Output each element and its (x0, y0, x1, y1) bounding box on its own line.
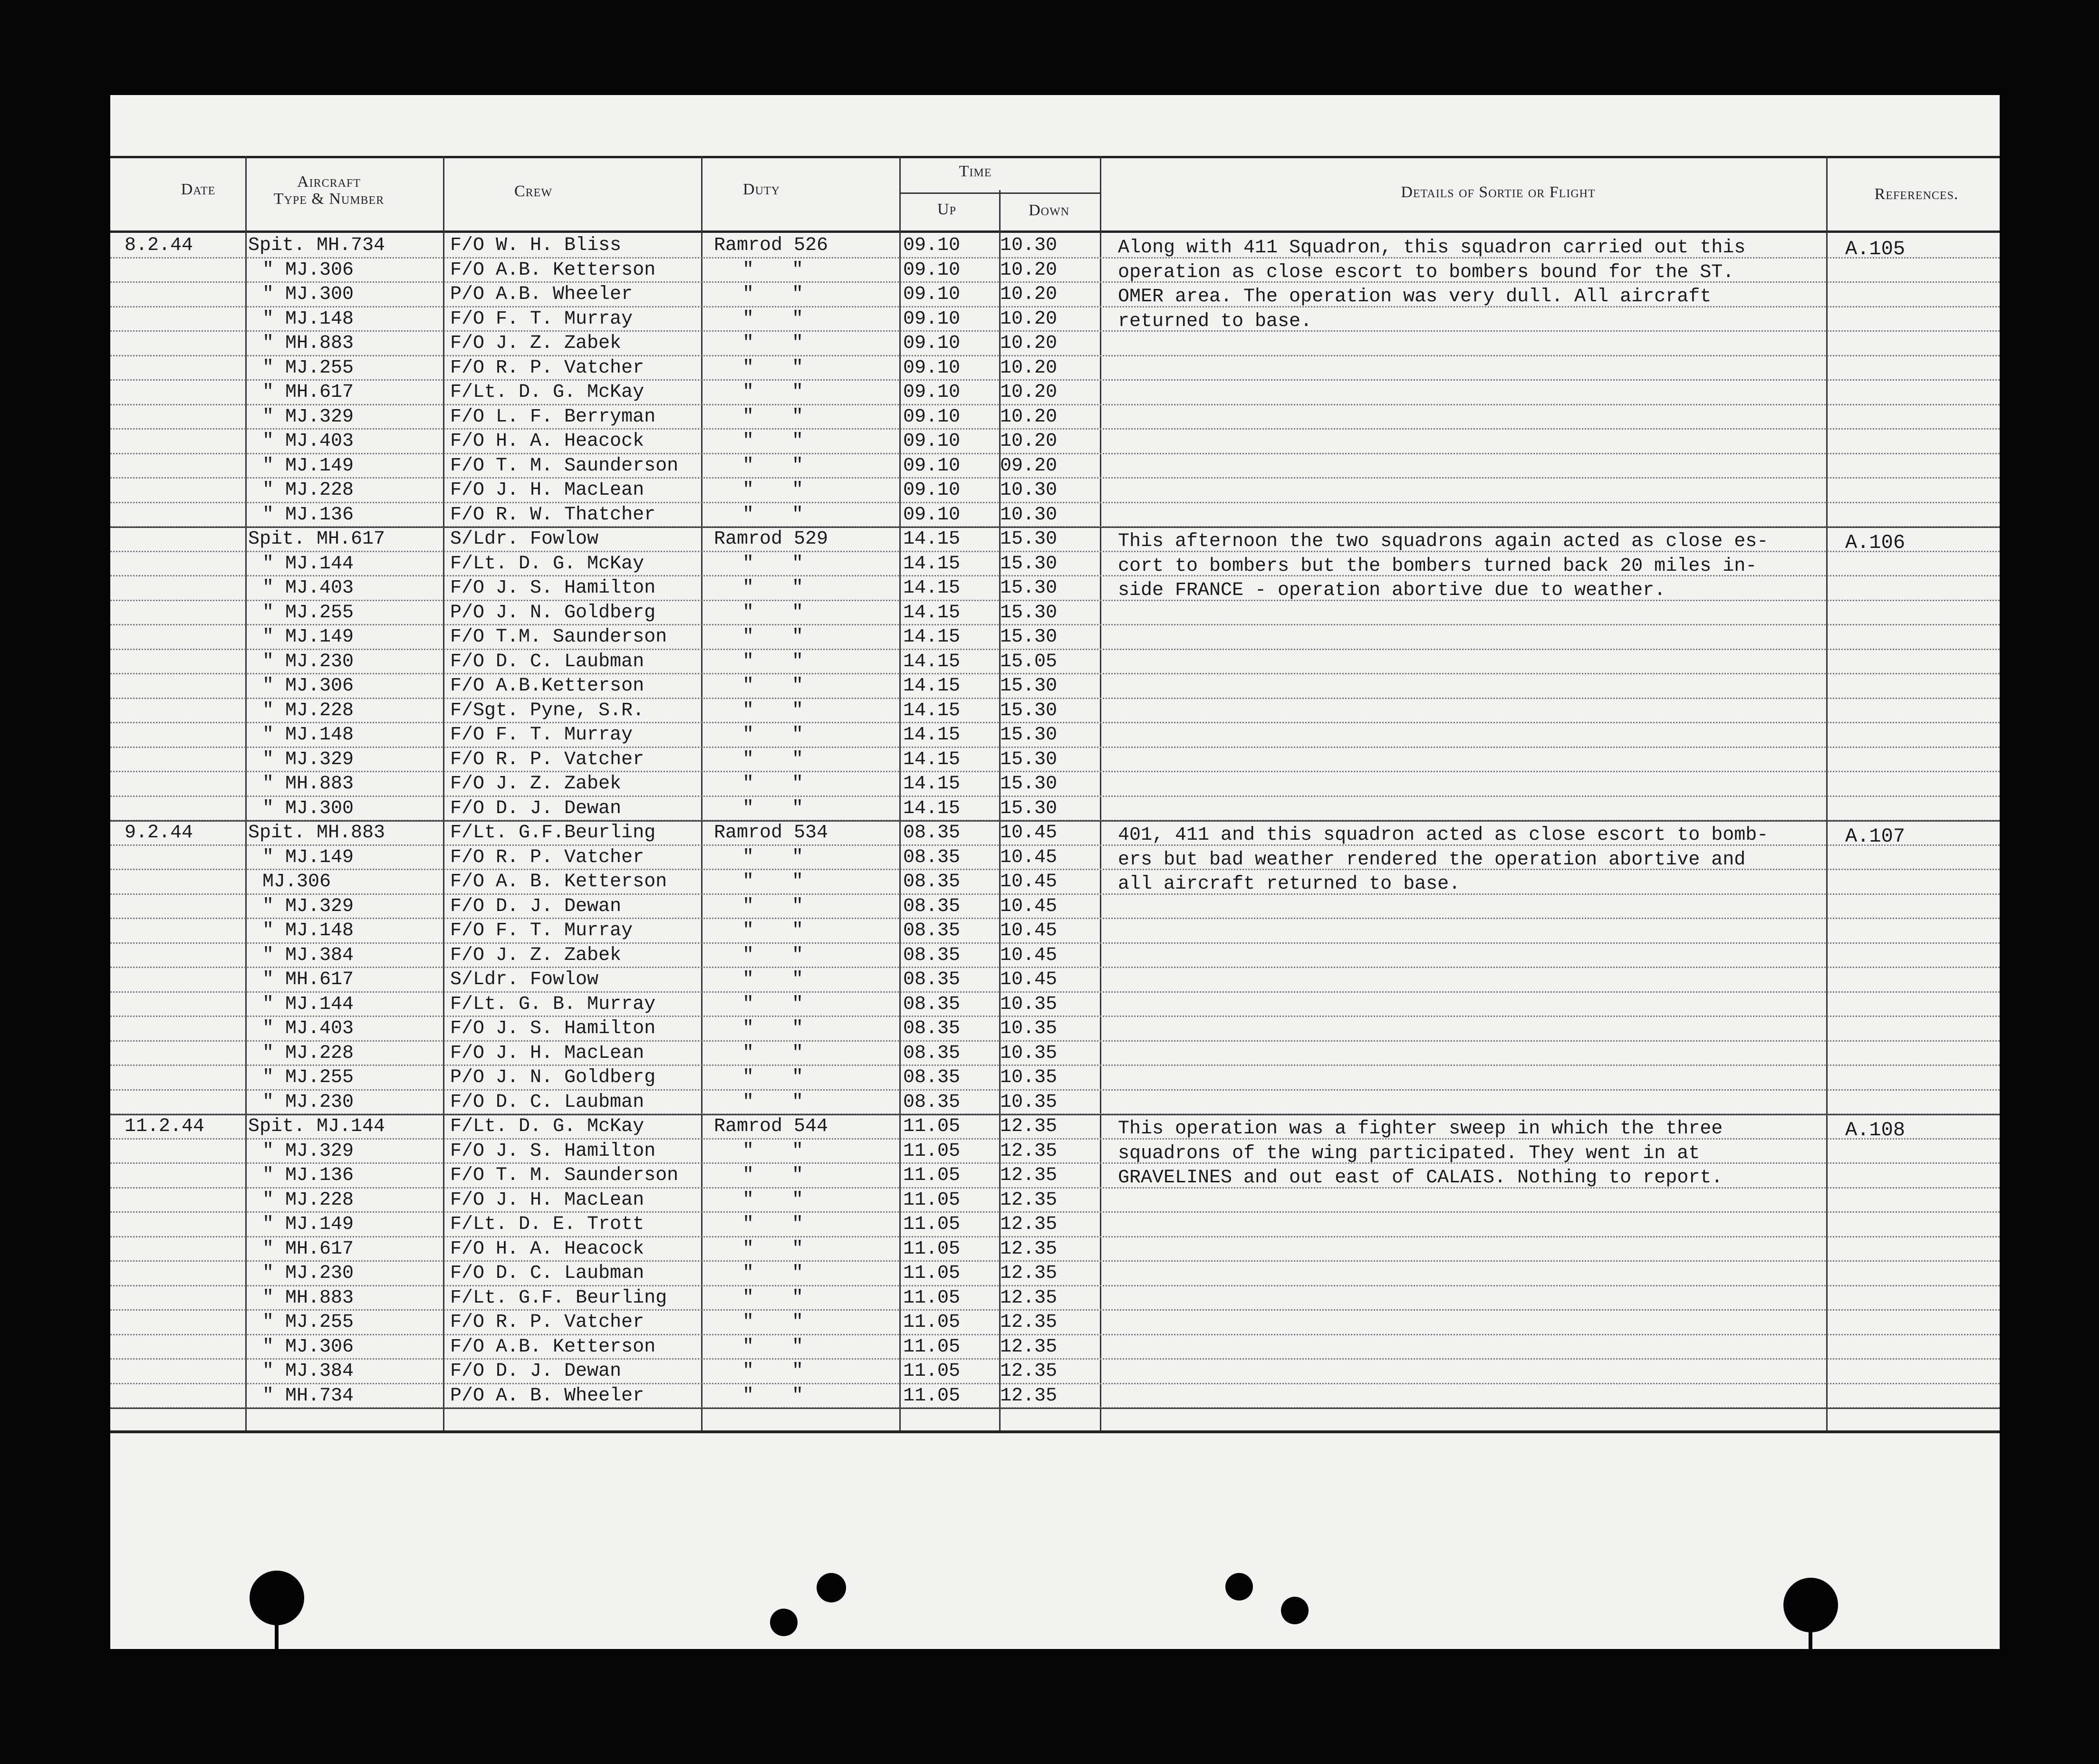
crew-name: F/O R. W. Thatcher (450, 504, 656, 526)
aircraft-number: " MJ.306 (262, 675, 354, 697)
punch-hole-small-4 (1281, 1597, 1309, 1624)
duty-ditto: "" (742, 382, 842, 403)
header-date: Date (181, 181, 216, 198)
sortie-details-line: cort to bombers but the bombers turned back 20 miles in- (1118, 555, 1757, 577)
time-down: 12.35 (1000, 1214, 1058, 1235)
aircraft-number: " MJ.329 (262, 748, 354, 770)
time-up: 11.05 (903, 1263, 961, 1284)
time-down: 10.35 (1000, 1042, 1058, 1064)
duty-label: Ramrod 526 (714, 235, 828, 256)
crew-name: F/O J. H. MacLean (450, 1189, 645, 1211)
duty-ditto: "" (742, 626, 842, 648)
time-down: 10.20 (1000, 406, 1058, 428)
time-down: 10.20 (1000, 284, 1058, 305)
time-up: 14.15 (903, 700, 961, 721)
duty-label: Ramrod 529 (714, 528, 828, 550)
sortie-details-line: squadrons of the wing participated. They went in at (1118, 1142, 1700, 1164)
aircraft-number: " MJ.228 (262, 1042, 354, 1064)
time-up: 11.05 (903, 1238, 961, 1260)
duty-ditto: "" (742, 773, 842, 795)
aircraft-number: " MJ.136 (262, 1165, 354, 1186)
aircraft-number: " MJ.255 (262, 1067, 354, 1088)
time-down: 10.35 (1000, 1018, 1058, 1039)
time-up: 08.35 (903, 846, 961, 868)
aircraft-number: " MJ.149 (262, 1214, 354, 1235)
crew-name: F/O H. A. Heacock (450, 431, 645, 452)
duty-ditto: "" (742, 846, 842, 868)
time-down: 10.30 (1000, 235, 1058, 256)
time-up: 11.05 (903, 1116, 961, 1137)
time-up: 08.35 (903, 822, 961, 844)
aircraft-number: MJ.306 (262, 871, 331, 892)
aircraft-number: Spit. MJ.144 (248, 1116, 385, 1137)
operations-record-sheet (110, 95, 2000, 1649)
duty-ditto: "" (742, 284, 842, 305)
crew-name: P/O J. N. Goldberg (450, 1067, 656, 1088)
time-down: 12.35 (1000, 1287, 1058, 1309)
time-up: 09.10 (903, 333, 961, 354)
aircraft-number: " MJ.255 (262, 1312, 354, 1333)
header-references: References. (1874, 185, 1959, 203)
crew-name: F/O D. C. Laubman (450, 1263, 645, 1284)
duty-ditto: "" (742, 724, 842, 746)
time-up: 08.35 (903, 969, 961, 990)
time-down: 10.20 (1000, 431, 1058, 452)
crew-name: F/O D. C. Laubman (450, 651, 645, 672)
crew-name: F/Lt. D. G. McKay (450, 553, 645, 575)
duty-ditto: "" (742, 431, 842, 452)
sortie-details-line: all aircraft returned to base. (1118, 873, 1461, 895)
duty-ditto: "" (742, 308, 842, 330)
crew-name: F/O J. Z. Zabek (450, 333, 622, 354)
time-down: 10.20 (1000, 308, 1058, 330)
header-down: Down (1029, 201, 1069, 219)
crew-name: S/Ldr. Fowlow (450, 528, 599, 550)
table-header (110, 156, 2000, 233)
crew-name: F/O D. C. Laubman (450, 1091, 645, 1113)
duty-ditto: "" (742, 357, 842, 379)
time-down: 15.05 (1000, 651, 1058, 672)
time-up: 11.05 (903, 1140, 961, 1162)
time-up: 08.35 (903, 1067, 961, 1088)
aircraft-number: " MJ.144 (262, 993, 354, 1015)
time-down: 12.35 (1000, 1140, 1058, 1162)
time-up: 14.15 (903, 626, 961, 648)
crew-name: F/Lt. D. G. McKay (450, 1116, 645, 1137)
aircraft-number: " MJ.329 (262, 406, 354, 428)
crew-name: F/O A.B.Ketterson (450, 675, 645, 697)
time-up: 14.15 (903, 553, 961, 575)
time-up: 08.35 (903, 1018, 961, 1039)
aircraft-number: " MJ.136 (262, 504, 354, 526)
duty-ditto: "" (742, 479, 842, 501)
time-down: 12.35 (1000, 1263, 1058, 1284)
header-details: Details of Sortie or Flight (1401, 183, 1596, 201)
time-down: 10.20 (1000, 259, 1058, 281)
time-up: 11.05 (903, 1287, 961, 1309)
aircraft-number: " MJ.403 (262, 1018, 354, 1039)
time-down: 10.45 (1000, 846, 1058, 868)
duty-ditto: "" (742, 1336, 842, 1358)
time-up: 09.10 (903, 235, 961, 256)
aircraft-number: " MJ.149 (262, 846, 354, 868)
crew-name: F/O R. P. Vatcher (450, 357, 645, 379)
group-separator (110, 1408, 2000, 1409)
punch-hole-small-2 (817, 1573, 846, 1602)
crew-name: F/O A.B. Ketterson (450, 259, 656, 281)
entry-date: 11.2.44 (125, 1116, 205, 1137)
reference-code: A.106 (1845, 531, 1906, 554)
time-down: 10.30 (1000, 479, 1058, 501)
sortie-details-line: GRAVELINES and out east of CALAIS. Nothing to report. (1118, 1167, 1723, 1189)
sortie-details-line: This afternoon the two squadrons again acted as close es- (1118, 531, 1769, 552)
time-up: 14.15 (903, 724, 961, 746)
time-up: 09.10 (903, 479, 961, 501)
time-up: 09.10 (903, 455, 961, 477)
time-down: 10.45 (1000, 822, 1058, 844)
time-up: 14.15 (903, 797, 961, 819)
reference-code: A.107 (1845, 825, 1906, 848)
duty-ditto: "" (742, 1287, 842, 1309)
time-up: 08.35 (903, 920, 961, 941)
aircraft-number: " MJ.228 (262, 479, 354, 501)
aircraft-number: " MJ.148 (262, 920, 354, 941)
time-down: 15.30 (1000, 675, 1058, 697)
punch-slot-right (1809, 1620, 1812, 1668)
aircraft-number: " MH.883 (262, 773, 354, 795)
duty-ditto: "" (742, 797, 842, 819)
time-down: 10.45 (1000, 969, 1058, 990)
aircraft-number: " MH.617 (262, 969, 354, 990)
aircraft-number: " MJ.148 (262, 724, 354, 746)
duty-ditto: "" (742, 577, 842, 599)
crew-name: F/Lt. D. E. Trott (450, 1214, 645, 1235)
aircraft-number: " MH.883 (262, 333, 354, 354)
time-down: 12.35 (1000, 1312, 1058, 1333)
time-up: 11.05 (903, 1336, 961, 1358)
duty-ditto: "" (742, 1067, 842, 1088)
reference-code: A.105 (1845, 238, 1906, 260)
time-down: 12.35 (1000, 1336, 1058, 1358)
crew-name: F/O J. S. Hamilton (450, 1140, 656, 1162)
duty-ditto: "" (742, 1165, 842, 1186)
aircraft-number: " MJ.149 (262, 455, 354, 477)
duty-ditto: "" (742, 406, 842, 428)
duty-label: Ramrod 534 (714, 822, 828, 844)
time-up: 11.05 (903, 1165, 961, 1186)
crew-name: S/Ldr. Fowlow (450, 969, 599, 990)
time-down: 10.20 (1000, 382, 1058, 403)
duty-ditto: "" (742, 1018, 842, 1039)
time-down: 10.45 (1000, 895, 1058, 917)
crew-name: P/O A.B. Wheeler (450, 284, 633, 305)
time-up: 09.10 (903, 406, 961, 428)
duty-ditto: "" (742, 1189, 842, 1211)
aircraft-number: " MJ.300 (262, 284, 354, 305)
crew-name: F/O D. J. Dewan (450, 1361, 622, 1382)
header-up: Up (937, 201, 956, 218)
time-down: 15.30 (1000, 748, 1058, 770)
aircraft-number: " MJ.230 (262, 651, 354, 672)
sortie-details-line: ers but bad weather rendered the operation abortive and (1118, 849, 1746, 871)
time-down: 15.30 (1000, 553, 1058, 575)
punch-hole-small-1 (770, 1609, 798, 1636)
duty-ditto: "" (742, 651, 842, 672)
time-up: 14.15 (903, 675, 961, 697)
time-up: 08.35 (903, 944, 961, 966)
time-up: 11.05 (903, 1312, 961, 1333)
time-down: 15.30 (1000, 797, 1058, 819)
time-up: 08.35 (903, 895, 961, 917)
crew-name: F/O T.M. Saunderson (450, 626, 667, 648)
time-down: 09.20 (1000, 455, 1058, 477)
crew-name: F/Lt. D. G. McKay (450, 382, 645, 403)
duty-ditto: "" (742, 1263, 842, 1284)
time-down: 10.35 (1000, 1091, 1058, 1113)
time-down: 10.45 (1000, 944, 1058, 966)
duty-ditto: "" (742, 1042, 842, 1064)
time-up: 14.15 (903, 748, 961, 770)
aircraft-number: " MH.734 (262, 1385, 354, 1407)
time-down: 12.35 (1000, 1238, 1058, 1260)
aircraft-number: " MJ.329 (262, 895, 354, 917)
aircraft-number: " MJ.384 (262, 1361, 354, 1382)
table-bottom-rule (110, 1430, 2000, 1433)
crew-name: P/O J. N. Goldberg (450, 602, 656, 623)
time-up: 08.35 (903, 871, 961, 892)
crew-name: F/O J. Z. Zabek (450, 944, 622, 966)
duty-ditto: "" (742, 993, 842, 1015)
time-up: 08.35 (903, 1042, 961, 1064)
time-up: 09.10 (903, 504, 961, 526)
aircraft-number: " MJ.329 (262, 1140, 354, 1162)
aircraft-number: " MJ.306 (262, 1336, 354, 1358)
sortie-details-line: This operation was a fighter sweep in which the three (1118, 1118, 1723, 1140)
duty-ditto: "" (742, 748, 842, 770)
time-down: 10.45 (1000, 920, 1058, 941)
time-up: 11.05 (903, 1189, 961, 1211)
aircraft-number: " MJ.255 (262, 357, 354, 379)
header-duty: Duty (743, 181, 780, 198)
duty-ditto: "" (742, 333, 842, 354)
duty-ditto: "" (742, 455, 842, 477)
duty-ditto: "" (742, 675, 842, 697)
crew-name: F/O T. M. Saunderson (450, 1165, 679, 1186)
time-down: 12.35 (1000, 1385, 1058, 1407)
aircraft-number: " MJ.228 (262, 700, 354, 721)
time-up: 09.10 (903, 431, 961, 452)
time-down: 10.35 (1000, 993, 1058, 1015)
crew-name: F/Lt. G.F.Beurling (450, 822, 656, 844)
aircraft-number: " MH.617 (262, 1238, 354, 1260)
entry-date: 9.2.44 (125, 822, 193, 844)
sortie-details-line: operation as close escort to bombers bound for the ST. (1118, 261, 1734, 283)
crew-name: F/O H. A. Heacock (450, 1238, 645, 1260)
time-down: 15.30 (1000, 773, 1058, 795)
crew-name: F/O R. P. Vatcher (450, 846, 645, 868)
aircraft-number: " MJ.300 (262, 797, 354, 819)
crew-name: F/O R. P. Vatcher (450, 1312, 645, 1333)
duty-ditto: "" (742, 1140, 842, 1162)
aircraft-number: " MH.883 (262, 1287, 354, 1309)
sortie-details-line: 401, 411 and this squadron acted as close escort to bomb- (1118, 824, 1769, 846)
time-down: 15.30 (1000, 528, 1058, 550)
duty-ditto: "" (742, 1361, 842, 1382)
crew-name: P/O A. B. Wheeler (450, 1385, 645, 1407)
crew-name: F/O R. P. Vatcher (450, 748, 645, 770)
header-crew: Crew (514, 182, 552, 200)
time-up: 09.10 (903, 284, 961, 305)
aircraft-number: " MJ.144 (262, 553, 354, 575)
time-down: 15.30 (1000, 577, 1058, 599)
duty-label: Ramrod 544 (714, 1116, 828, 1137)
aircraft-number: " MJ.149 (262, 626, 354, 648)
time-down: 15.30 (1000, 724, 1058, 746)
crew-name: F/O J. Z. Zabek (450, 773, 622, 795)
crew-name: F/O F. T. Murray (450, 308, 633, 330)
entry-date: 8.2.44 (125, 235, 193, 256)
aircraft-number: " MJ.384 (262, 944, 354, 966)
time-down: 15.30 (1000, 700, 1058, 721)
time-down: 12.35 (1000, 1165, 1058, 1186)
aircraft-number: " MJ.403 (262, 431, 354, 452)
aircraft-number: " MJ.403 (262, 577, 354, 599)
time-up: 14.15 (903, 602, 961, 623)
crew-name: F/Lt. G.F. Beurling (450, 1287, 667, 1309)
duty-ditto: "" (742, 504, 842, 526)
crew-name: F/O F. T. Murray (450, 724, 633, 746)
duty-ditto: "" (742, 1312, 842, 1333)
time-down: 10.20 (1000, 357, 1058, 379)
crew-name: F/O L. F. Berryman (450, 406, 656, 428)
time-down: 15.30 (1000, 626, 1058, 648)
punch-hole-small-3 (1225, 1573, 1253, 1601)
time-down: 10.45 (1000, 871, 1058, 892)
time-up: 14.15 (903, 577, 961, 599)
aircraft-number: Spit. MH.617 (248, 528, 385, 550)
time-down: 12.35 (1000, 1361, 1058, 1382)
duty-ditto: "" (742, 1091, 842, 1113)
time-up: 11.05 (903, 1385, 961, 1407)
time-up: 14.15 (903, 773, 961, 795)
aircraft-number: Spit. MH.883 (248, 822, 385, 844)
crew-name: F/O A. B. Ketterson (450, 871, 667, 892)
crew-name: F/O J. S. Hamilton (450, 1018, 656, 1039)
duty-ditto: "" (742, 871, 842, 892)
crew-name: F/O D. J. Dewan (450, 797, 622, 819)
time-up: 11.05 (903, 1214, 961, 1235)
time-up: 09.10 (903, 259, 961, 281)
crew-name: F/Sgt. Pyne, S.R. (450, 700, 645, 721)
time-down: 12.35 (1000, 1116, 1058, 1137)
crew-name: F/O A.B. Ketterson (450, 1336, 656, 1358)
duty-ditto: "" (742, 259, 842, 281)
time-up: 14.15 (903, 528, 961, 550)
sortie-details-line: side FRANCE - operation abortive due to weather. (1118, 580, 1666, 601)
time-up: 14.15 (903, 651, 961, 672)
aircraft-number: Spit. MH.734 (248, 235, 385, 256)
duty-ditto: "" (742, 895, 842, 917)
time-down: 10.35 (1000, 1067, 1058, 1088)
duty-ditto: "" (742, 1385, 842, 1407)
time-down: 15.30 (1000, 602, 1058, 623)
time-down: 10.30 (1000, 504, 1058, 526)
duty-ditto: "" (742, 1214, 842, 1235)
reference-code: A.108 (1845, 1119, 1906, 1141)
crew-name: F/O T. M. Saunderson (450, 455, 679, 477)
duty-ditto: "" (742, 920, 842, 941)
crew-name: F/O J. H. MacLean (450, 479, 645, 501)
header-time: Time (959, 163, 992, 180)
time-down: 12.35 (1000, 1189, 1058, 1211)
time-up: 09.10 (903, 382, 961, 403)
duty-ditto: "" (742, 1238, 842, 1260)
crew-name: F/O W. H. Bliss (450, 235, 622, 256)
sortie-details-line: Along with 411 Squadron, this squadron carried out this (1118, 237, 1746, 259)
time-up: 09.10 (903, 357, 961, 379)
crew-name: F/O J. S. Hamilton (450, 577, 656, 599)
sortie-details-line: returned to base. (1118, 310, 1312, 332)
crew-name: F/O D. J. Dewan (450, 895, 622, 917)
aircraft-number: " MJ.230 (262, 1091, 354, 1113)
aircraft-number: " MJ.228 (262, 1189, 354, 1211)
crew-name: F/O F. T. Murray (450, 920, 633, 941)
aircraft-number: " MJ.148 (262, 308, 354, 330)
time-up: 08.35 (903, 993, 961, 1015)
aircraft-number: " MH.617 (262, 382, 354, 403)
sortie-details-line: OMER area. The operation was very dull. All aircraft (1118, 286, 1712, 307)
aircraft-number: " MJ.255 (262, 602, 354, 623)
duty-ditto: "" (742, 944, 842, 966)
duty-ditto: "" (742, 969, 842, 990)
header-aircraft: Aircraft Type & Number (273, 173, 385, 208)
duty-ditto: "" (742, 602, 842, 623)
crew-name: F/O J. H. MacLean (450, 1042, 645, 1064)
time-up: 11.05 (903, 1361, 961, 1382)
punch-slot-left (275, 1616, 279, 1663)
duty-ditto: "" (742, 553, 842, 575)
crew-name: F/Lt. G. B. Murray (450, 993, 656, 1015)
aircraft-number: " MJ.306 (262, 259, 354, 281)
time-down: 10.20 (1000, 333, 1058, 354)
aircraft-number: " MJ.230 (262, 1263, 354, 1284)
time-up: 08.35 (903, 1091, 961, 1113)
time-up: 09.10 (903, 308, 961, 330)
duty-ditto: "" (742, 700, 842, 721)
